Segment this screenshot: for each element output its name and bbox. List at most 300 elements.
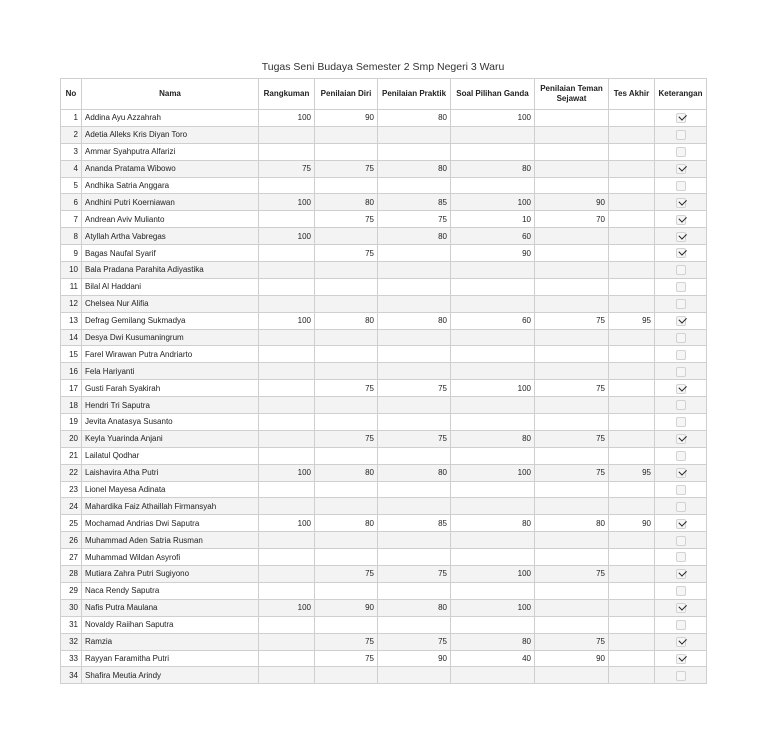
cell-penilaian-diri[interactable]: [315, 667, 378, 684]
cell-penilaian-praktik[interactable]: 85: [378, 194, 451, 211]
cell-penilaian-diri[interactable]: 75: [315, 211, 378, 228]
cell-tes-akhir[interactable]: [609, 177, 655, 194]
cell-nama[interactable]: Defrag Gemilang Sukmadya: [82, 312, 259, 329]
checkbox-checked[interactable]: [676, 164, 686, 174]
cell-no[interactable]: 16: [61, 363, 82, 380]
cell-nama[interactable]: Rayyan Faramitha Putri: [82, 650, 259, 667]
cell-no[interactable]: 27: [61, 549, 82, 566]
cell-penilaian-teman-sejawat[interactable]: [535, 532, 609, 549]
checkbox-checked[interactable]: [676, 248, 686, 258]
cell-nama[interactable]: Desya Dwi Kusumaningrum: [82, 329, 259, 346]
cell-penilaian-diri[interactable]: 75: [315, 430, 378, 447]
cell-penilaian-teman-sejawat[interactable]: 90: [535, 650, 609, 667]
cell-tes-akhir[interactable]: [609, 532, 655, 549]
cell-no[interactable]: 26: [61, 532, 82, 549]
cell-penilaian-teman-sejawat[interactable]: [535, 177, 609, 194]
cell-soal-pilihan-ganda[interactable]: [451, 278, 535, 295]
cell-no[interactable]: 34: [61, 667, 82, 684]
cell-soal-pilihan-ganda[interactable]: 10: [451, 211, 535, 228]
cell-penilaian-praktik[interactable]: [378, 549, 451, 566]
cell-soal-pilihan-ganda[interactable]: 80: [451, 430, 535, 447]
cell-nama[interactable]: Ramzia: [82, 633, 259, 650]
cell-soal-pilihan-ganda[interactable]: [451, 262, 535, 279]
cell-penilaian-praktik[interactable]: [378, 329, 451, 346]
checkbox-checked[interactable]: [676, 468, 686, 478]
cell-penilaian-diri[interactable]: 75: [315, 566, 378, 583]
cell-tes-akhir[interactable]: [609, 329, 655, 346]
cell-penilaian-diri[interactable]: [315, 143, 378, 160]
cell-no[interactable]: 23: [61, 481, 82, 498]
cell-penilaian-praktik[interactable]: [378, 278, 451, 295]
col-header-tes-akhir[interactable]: Tes Akhir: [609, 79, 655, 110]
cell-tes-akhir[interactable]: [609, 414, 655, 431]
checkbox-unchecked[interactable]: [676, 586, 686, 596]
cell-no[interactable]: 20: [61, 430, 82, 447]
cell-soal-pilihan-ganda[interactable]: 100: [451, 566, 535, 583]
cell-penilaian-diri[interactable]: [315, 177, 378, 194]
cell-penilaian-praktik[interactable]: [378, 262, 451, 279]
cell-no[interactable]: 31: [61, 616, 82, 633]
checkbox-unchecked[interactable]: [676, 451, 686, 461]
cell-penilaian-praktik[interactable]: 80: [378, 599, 451, 616]
cell-penilaian-diri[interactable]: [315, 397, 378, 414]
checkbox-unchecked[interactable]: [676, 147, 686, 157]
cell-tes-akhir[interactable]: [609, 262, 655, 279]
cell-soal-pilihan-ganda[interactable]: [451, 329, 535, 346]
cell-penilaian-praktik[interactable]: [378, 667, 451, 684]
cell-nama[interactable]: Gusti Farah Syakirah: [82, 380, 259, 397]
cell-penilaian-teman-sejawat[interactable]: [535, 228, 609, 245]
cell-nama[interactable]: Keyla Yuarinda Anjani: [82, 430, 259, 447]
cell-tes-akhir[interactable]: [609, 363, 655, 380]
cell-rangkuman[interactable]: [259, 177, 315, 194]
cell-penilaian-diri[interactable]: [315, 414, 378, 431]
checkbox-unchecked[interactable]: [676, 130, 686, 140]
cell-penilaian-praktik[interactable]: [378, 245, 451, 262]
cell-rangkuman[interactable]: [259, 498, 315, 515]
checkbox-unchecked[interactable]: [676, 502, 686, 512]
cell-penilaian-praktik[interactable]: 75: [378, 566, 451, 583]
cell-penilaian-diri[interactable]: [315, 532, 378, 549]
cell-tes-akhir[interactable]: [609, 498, 655, 515]
cell-rangkuman[interactable]: [259, 329, 315, 346]
checkbox-checked[interactable]: [676, 316, 686, 326]
cell-penilaian-diri[interactable]: [315, 278, 378, 295]
checkbox-unchecked[interactable]: [676, 620, 686, 630]
cell-no[interactable]: 5: [61, 177, 82, 194]
cell-nama[interactable]: Nafis Putra Maulana: [82, 599, 259, 616]
checkbox-unchecked[interactable]: [676, 552, 686, 562]
cell-nama[interactable]: Laishavira Atha Putri: [82, 464, 259, 481]
cell-penilaian-praktik[interactable]: [378, 363, 451, 380]
cell-soal-pilihan-ganda[interactable]: [451, 616, 535, 633]
checkbox-checked[interactable]: [676, 654, 686, 664]
cell-soal-pilihan-ganda[interactable]: 60: [451, 228, 535, 245]
cell-penilaian-praktik[interactable]: [378, 346, 451, 363]
cell-no[interactable]: 24: [61, 498, 82, 515]
cell-penilaian-diri[interactable]: [315, 498, 378, 515]
cell-soal-pilihan-ganda[interactable]: [451, 397, 535, 414]
cell-no[interactable]: 8: [61, 228, 82, 245]
checkbox-checked[interactable]: [676, 113, 686, 123]
cell-penilaian-praktik[interactable]: 80: [378, 464, 451, 481]
cell-tes-akhir[interactable]: [609, 667, 655, 684]
cell-tes-akhir[interactable]: [609, 447, 655, 464]
cell-nama[interactable]: Muhammad Wildan Asyrofi: [82, 549, 259, 566]
cell-penilaian-teman-sejawat[interactable]: [535, 295, 609, 312]
cell-penilaian-teman-sejawat[interactable]: 75: [535, 430, 609, 447]
cell-penilaian-teman-sejawat[interactable]: [535, 498, 609, 515]
cell-penilaian-diri[interactable]: [315, 549, 378, 566]
cell-tes-akhir[interactable]: [609, 295, 655, 312]
checkbox-unchecked[interactable]: [676, 367, 686, 377]
cell-tes-akhir[interactable]: [609, 211, 655, 228]
cell-no[interactable]: 15: [61, 346, 82, 363]
cell-nama[interactable]: Bala Pradana Parahita Adiyastika: [82, 262, 259, 279]
cell-penilaian-praktik[interactable]: [378, 177, 451, 194]
cell-penilaian-diri[interactable]: 90: [315, 110, 378, 127]
checkbox-checked[interactable]: [676, 232, 686, 242]
cell-penilaian-diri[interactable]: 75: [315, 380, 378, 397]
col-header-penilaian-praktik[interactable]: Penilaian Praktik: [378, 79, 451, 110]
cell-tes-akhir[interactable]: [609, 397, 655, 414]
cell-nama[interactable]: Hendri Tri Saputra: [82, 397, 259, 414]
cell-penilaian-teman-sejawat[interactable]: [535, 346, 609, 363]
cell-penilaian-teman-sejawat[interactable]: 75: [535, 380, 609, 397]
cell-no[interactable]: 7: [61, 211, 82, 228]
cell-penilaian-teman-sejawat[interactable]: [535, 110, 609, 127]
cell-penilaian-teman-sejawat[interactable]: 80: [535, 515, 609, 532]
cell-penilaian-praktik[interactable]: 80: [378, 312, 451, 329]
cell-penilaian-praktik[interactable]: 75: [378, 430, 451, 447]
cell-penilaian-diri[interactable]: 80: [315, 515, 378, 532]
cell-no[interactable]: 25: [61, 515, 82, 532]
cell-penilaian-teman-sejawat[interactable]: [535, 481, 609, 498]
checkbox-checked[interactable]: [676, 519, 686, 529]
cell-tes-akhir[interactable]: [609, 126, 655, 143]
checkbox-unchecked[interactable]: [676, 671, 686, 681]
cell-rangkuman[interactable]: [259, 414, 315, 431]
cell-rangkuman[interactable]: [259, 245, 315, 262]
cell-penilaian-teman-sejawat[interactable]: [535, 616, 609, 633]
cell-soal-pilihan-ganda[interactable]: [451, 295, 535, 312]
cell-nama[interactable]: Mutiara Zahra Putri Sugiyono: [82, 566, 259, 583]
checkbox-checked[interactable]: [676, 198, 686, 208]
cell-nama[interactable]: Muhammad Aden Satria Rusman: [82, 532, 259, 549]
cell-nama[interactable]: Novaldy Raiihan Saputra: [82, 616, 259, 633]
cell-soal-pilihan-ganda[interactable]: 80: [451, 515, 535, 532]
cell-soal-pilihan-ganda[interactable]: 100: [451, 110, 535, 127]
cell-tes-akhir[interactable]: [609, 616, 655, 633]
cell-penilaian-praktik[interactable]: [378, 616, 451, 633]
cell-soal-pilihan-ganda[interactable]: 100: [451, 464, 535, 481]
cell-penilaian-teman-sejawat[interactable]: 75: [535, 633, 609, 650]
cell-nama[interactable]: Ammar Syahputra Alfarizi: [82, 143, 259, 160]
cell-penilaian-teman-sejawat[interactable]: [535, 160, 609, 177]
cell-nama[interactable]: Bilal Al Haddani: [82, 278, 259, 295]
cell-penilaian-teman-sejawat[interactable]: 75: [535, 464, 609, 481]
cell-penilaian-teman-sejawat[interactable]: [535, 245, 609, 262]
cell-tes-akhir[interactable]: [609, 143, 655, 160]
col-header-penilaian-teman-sejawat[interactable]: Penilaian Teman Sejawat: [535, 79, 609, 110]
cell-no[interactable]: 19: [61, 414, 82, 431]
cell-rangkuman[interactable]: [259, 616, 315, 633]
checkbox-unchecked[interactable]: [676, 417, 686, 427]
checkbox-unchecked[interactable]: [676, 265, 686, 275]
cell-penilaian-diri[interactable]: [315, 582, 378, 599]
cell-penilaian-teman-sejawat[interactable]: [535, 549, 609, 566]
cell-nama[interactable]: Mahardika Faiz Athaillah Firmansyah: [82, 498, 259, 515]
cell-soal-pilihan-ganda[interactable]: [451, 498, 535, 515]
cell-penilaian-diri[interactable]: [315, 295, 378, 312]
cell-nama[interactable]: Fela Hariyanti: [82, 363, 259, 380]
cell-soal-pilihan-ganda[interactable]: [451, 143, 535, 160]
checkbox-unchecked[interactable]: [676, 282, 686, 292]
cell-tes-akhir[interactable]: [609, 430, 655, 447]
cell-penilaian-praktik[interactable]: 85: [378, 515, 451, 532]
cell-rangkuman[interactable]: [259, 346, 315, 363]
cell-nama[interactable]: Atyllah Artha Vabregas: [82, 228, 259, 245]
cell-penilaian-diri[interactable]: [315, 262, 378, 279]
cell-nama[interactable]: Bagas Naufal Syarif: [82, 245, 259, 262]
cell-no[interactable]: 12: [61, 295, 82, 312]
cell-penilaian-praktik[interactable]: [378, 397, 451, 414]
checkbox-unchecked[interactable]: [676, 536, 686, 546]
cell-rangkuman[interactable]: [259, 566, 315, 583]
cell-nama[interactable]: Naca Rendy Saputra: [82, 582, 259, 599]
cell-rangkuman[interactable]: 100: [259, 312, 315, 329]
cell-penilaian-diri[interactable]: 80: [315, 194, 378, 211]
cell-nama[interactable]: Mochamad Andrias Dwi Saputra: [82, 515, 259, 532]
cell-penilaian-teman-sejawat[interactable]: [535, 126, 609, 143]
cell-penilaian-teman-sejawat[interactable]: [535, 582, 609, 599]
cell-soal-pilihan-ganda[interactable]: [451, 532, 535, 549]
cell-penilaian-diri[interactable]: [315, 126, 378, 143]
cell-nama[interactable]: Andhini Putri Koerniawan: [82, 194, 259, 211]
cell-rangkuman[interactable]: [259, 481, 315, 498]
cell-tes-akhir[interactable]: [609, 110, 655, 127]
cell-penilaian-diri[interactable]: [315, 447, 378, 464]
cell-penilaian-diri[interactable]: [315, 363, 378, 380]
cell-soal-pilihan-ganda[interactable]: [451, 363, 535, 380]
cell-tes-akhir[interactable]: [609, 278, 655, 295]
cell-rangkuman[interactable]: [259, 650, 315, 667]
cell-rangkuman[interactable]: [259, 363, 315, 380]
cell-soal-pilihan-ganda[interactable]: 80: [451, 633, 535, 650]
cell-no[interactable]: 30: [61, 599, 82, 616]
cell-soal-pilihan-ganda[interactable]: [451, 346, 535, 363]
col-header-keterangan[interactable]: Keterangan: [655, 79, 707, 110]
cell-nama[interactable]: Farel Wirawan Putra Andriarto: [82, 346, 259, 363]
cell-tes-akhir[interactable]: [609, 346, 655, 363]
cell-nama[interactable]: Lailatul Qodhar: [82, 447, 259, 464]
cell-penilaian-praktik[interactable]: [378, 126, 451, 143]
cell-penilaian-teman-sejawat[interactable]: 75: [535, 312, 609, 329]
checkbox-checked[interactable]: [676, 569, 686, 579]
cell-rangkuman[interactable]: [259, 143, 315, 160]
cell-nama[interactable]: Shafira Meutia Arindy: [82, 667, 259, 684]
cell-rangkuman[interactable]: 100: [259, 464, 315, 481]
checkbox-unchecked[interactable]: [676, 400, 686, 410]
cell-soal-pilihan-ganda[interactable]: [451, 126, 535, 143]
cell-penilaian-praktik[interactable]: 80: [378, 110, 451, 127]
cell-soal-pilihan-ganda[interactable]: 60: [451, 312, 535, 329]
checkbox-unchecked[interactable]: [676, 299, 686, 309]
cell-penilaian-praktik[interactable]: [378, 143, 451, 160]
cell-no[interactable]: 13: [61, 312, 82, 329]
cell-penilaian-praktik[interactable]: [378, 447, 451, 464]
cell-penilaian-diri[interactable]: 75: [315, 245, 378, 262]
cell-soal-pilihan-ganda[interactable]: [451, 177, 535, 194]
cell-soal-pilihan-ganda[interactable]: 100: [451, 599, 535, 616]
checkbox-checked[interactable]: [676, 215, 686, 225]
cell-no[interactable]: 3: [61, 143, 82, 160]
cell-soal-pilihan-ganda[interactable]: 80: [451, 160, 535, 177]
cell-no[interactable]: 32: [61, 633, 82, 650]
cell-tes-akhir[interactable]: [609, 481, 655, 498]
cell-rangkuman[interactable]: [259, 633, 315, 650]
cell-rangkuman[interactable]: 75: [259, 160, 315, 177]
cell-no[interactable]: 1: [61, 110, 82, 127]
cell-penilaian-teman-sejawat[interactable]: 90: [535, 194, 609, 211]
cell-penilaian-praktik[interactable]: [378, 414, 451, 431]
cell-soal-pilihan-ganda[interactable]: [451, 582, 535, 599]
cell-penilaian-praktik[interactable]: 75: [378, 633, 451, 650]
cell-penilaian-praktik[interactable]: 75: [378, 211, 451, 228]
cell-rangkuman[interactable]: [259, 532, 315, 549]
cell-tes-akhir[interactable]: 90: [609, 515, 655, 532]
cell-tes-akhir[interactable]: [609, 245, 655, 262]
cell-tes-akhir[interactable]: [609, 160, 655, 177]
cell-soal-pilihan-ganda[interactable]: [451, 447, 535, 464]
cell-soal-pilihan-ganda[interactable]: [451, 481, 535, 498]
cell-penilaian-diri[interactable]: 75: [315, 650, 378, 667]
cell-rangkuman[interactable]: [259, 549, 315, 566]
cell-penilaian-praktik[interactable]: [378, 498, 451, 515]
cell-penilaian-diri[interactable]: [315, 346, 378, 363]
cell-rangkuman[interactable]: [259, 295, 315, 312]
cell-no[interactable]: 4: [61, 160, 82, 177]
cell-tes-akhir[interactable]: 95: [609, 312, 655, 329]
cell-tes-akhir[interactable]: [609, 582, 655, 599]
cell-no[interactable]: 10: [61, 262, 82, 279]
cell-no[interactable]: 29: [61, 582, 82, 599]
cell-nama[interactable]: Lionel Mayesa Adinata: [82, 481, 259, 498]
cell-no[interactable]: 2: [61, 126, 82, 143]
cell-penilaian-teman-sejawat[interactable]: [535, 667, 609, 684]
cell-penilaian-praktik[interactable]: 75: [378, 380, 451, 397]
checkbox-unchecked[interactable]: [676, 485, 686, 495]
cell-soal-pilihan-ganda[interactable]: 100: [451, 194, 535, 211]
cell-penilaian-teman-sejawat[interactable]: [535, 447, 609, 464]
cell-penilaian-teman-sejawat[interactable]: [535, 363, 609, 380]
cell-no[interactable]: 18: [61, 397, 82, 414]
cell-penilaian-teman-sejawat[interactable]: [535, 397, 609, 414]
cell-rangkuman[interactable]: 100: [259, 194, 315, 211]
checkbox-checked[interactable]: [676, 603, 686, 613]
cell-rangkuman[interactable]: [259, 447, 315, 464]
col-header-nama[interactable]: Nama: [82, 79, 259, 110]
cell-penilaian-praktik[interactable]: [378, 295, 451, 312]
cell-rangkuman[interactable]: [259, 380, 315, 397]
cell-tes-akhir[interactable]: [609, 566, 655, 583]
col-header-soal-pilihan-ganda[interactable]: Soal Pilihan Ganda: [451, 79, 535, 110]
cell-nama[interactable]: Jevita Anatasya Susanto: [82, 414, 259, 431]
cell-penilaian-diri[interactable]: [315, 481, 378, 498]
cell-no[interactable]: 28: [61, 566, 82, 583]
cell-tes-akhir[interactable]: [609, 549, 655, 566]
cell-soal-pilihan-ganda[interactable]: 100: [451, 380, 535, 397]
cell-penilaian-praktik[interactable]: [378, 481, 451, 498]
cell-penilaian-diri[interactable]: [315, 329, 378, 346]
cell-no[interactable]: 11: [61, 278, 82, 295]
cell-rangkuman[interactable]: [259, 262, 315, 279]
cell-no[interactable]: 17: [61, 380, 82, 397]
cell-penilaian-praktik[interactable]: 90: [378, 650, 451, 667]
cell-no[interactable]: 9: [61, 245, 82, 262]
cell-penilaian-teman-sejawat[interactable]: [535, 143, 609, 160]
cell-no[interactable]: 33: [61, 650, 82, 667]
cell-rangkuman[interactable]: [259, 397, 315, 414]
checkbox-checked[interactable]: [676, 434, 686, 444]
cell-rangkuman[interactable]: 100: [259, 110, 315, 127]
cell-rangkuman[interactable]: [259, 667, 315, 684]
cell-penilaian-diri[interactable]: 80: [315, 312, 378, 329]
cell-rangkuman[interactable]: 100: [259, 599, 315, 616]
cell-penilaian-teman-sejawat[interactable]: 75: [535, 566, 609, 583]
cell-nama[interactable]: Ananda Pratama Wibowo: [82, 160, 259, 177]
cell-tes-akhir[interactable]: [609, 380, 655, 397]
cell-tes-akhir[interactable]: [609, 194, 655, 211]
cell-nama[interactable]: Addina Ayu Azzahrah: [82, 110, 259, 127]
col-header-penilaian-diri[interactable]: Penilaian Diri: [315, 79, 378, 110]
cell-penilaian-praktik[interactable]: [378, 582, 451, 599]
cell-penilaian-teman-sejawat[interactable]: [535, 262, 609, 279]
cell-penilaian-teman-sejawat[interactable]: [535, 329, 609, 346]
cell-rangkuman[interactable]: [259, 278, 315, 295]
col-header-rangkuman[interactable]: Rangkuman: [259, 79, 315, 110]
cell-tes-akhir[interactable]: [609, 633, 655, 650]
cell-rangkuman[interactable]: [259, 582, 315, 599]
cell-penilaian-praktik[interactable]: 80: [378, 160, 451, 177]
checkbox-checked[interactable]: [676, 384, 686, 394]
cell-penilaian-diri[interactable]: [315, 228, 378, 245]
cell-rangkuman[interactable]: [259, 430, 315, 447]
checkbox-unchecked[interactable]: [676, 333, 686, 343]
cell-rangkuman[interactable]: 100: [259, 228, 315, 245]
cell-rangkuman[interactable]: [259, 211, 315, 228]
cell-penilaian-teman-sejawat[interactable]: 70: [535, 211, 609, 228]
col-header-no[interactable]: No: [61, 79, 82, 110]
cell-soal-pilihan-ganda[interactable]: [451, 667, 535, 684]
cell-penilaian-teman-sejawat[interactable]: [535, 278, 609, 295]
cell-no[interactable]: 22: [61, 464, 82, 481]
cell-nama[interactable]: Chelsea Nur Alifia: [82, 295, 259, 312]
cell-penilaian-praktik[interactable]: [378, 532, 451, 549]
cell-rangkuman[interactable]: [259, 126, 315, 143]
cell-rangkuman[interactable]: 100: [259, 515, 315, 532]
checkbox-checked[interactable]: [676, 637, 686, 647]
cell-penilaian-diri[interactable]: 90: [315, 599, 378, 616]
cell-penilaian-teman-sejawat[interactable]: [535, 414, 609, 431]
cell-nama[interactable]: Andrean Aviv Mulianto: [82, 211, 259, 228]
cell-tes-akhir[interactable]: 95: [609, 464, 655, 481]
cell-penilaian-diri[interactable]: 75: [315, 633, 378, 650]
cell-soal-pilihan-ganda[interactable]: 40: [451, 650, 535, 667]
cell-tes-akhir[interactable]: [609, 650, 655, 667]
checkbox-unchecked[interactable]: [676, 350, 686, 360]
cell-soal-pilihan-ganda[interactable]: 90: [451, 245, 535, 262]
